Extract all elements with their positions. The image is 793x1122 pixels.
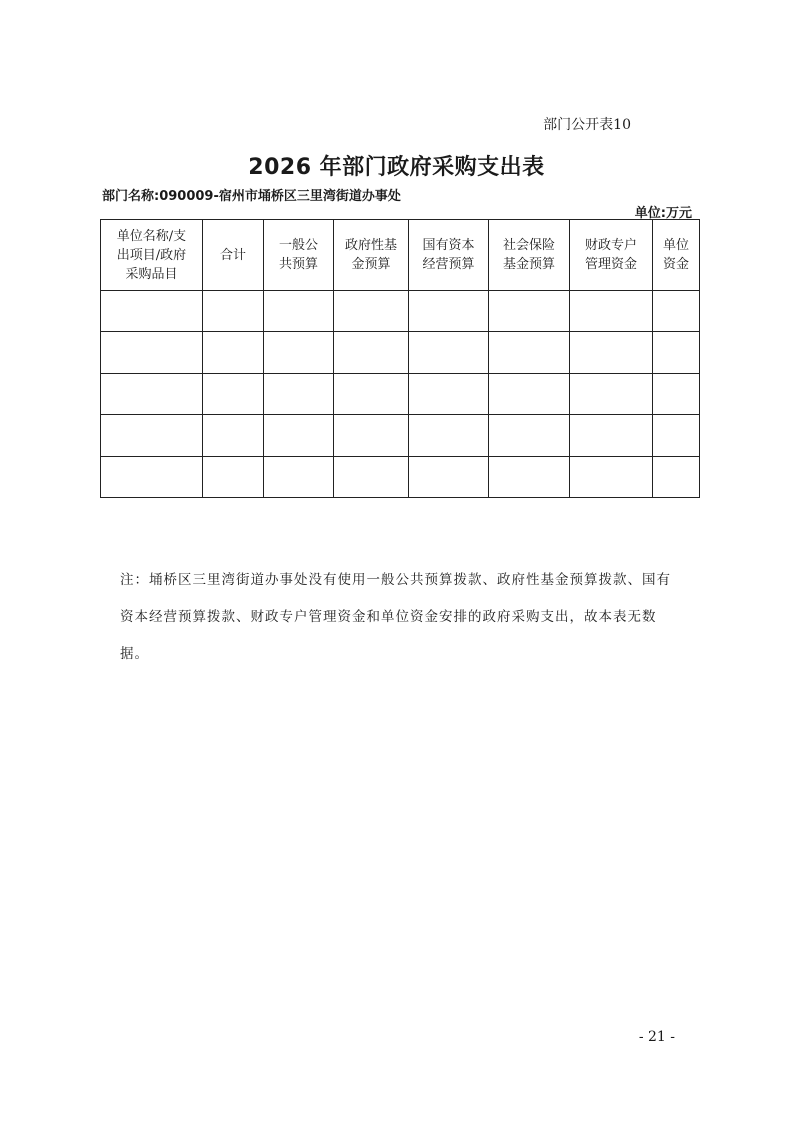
table-row bbox=[101, 332, 700, 373]
header-unit-name: 单位名称/支 出项目/政府 采购品目 bbox=[101, 220, 203, 291]
table-header-row bbox=[101, 220, 700, 291]
table-cell bbox=[489, 415, 570, 456]
table-cell bbox=[203, 332, 264, 373]
procurement-table bbox=[100, 219, 700, 498]
table-cell bbox=[264, 332, 334, 373]
header-general-budget: 一般公 共预算 bbox=[264, 220, 334, 291]
table-cell bbox=[653, 456, 700, 497]
header-government-fund: 政府性基 金预算 bbox=[334, 220, 409, 291]
table-cell bbox=[264, 415, 334, 456]
table-cell bbox=[409, 456, 489, 497]
page-title: 2026 年部门政府采购支出表 bbox=[248, 155, 545, 180]
table-cell bbox=[570, 373, 653, 414]
table-cell bbox=[570, 456, 653, 497]
table-cell bbox=[570, 415, 653, 456]
page-number: - 21 - bbox=[638, 1029, 675, 1045]
unit-label: 单位:万元 bbox=[634, 206, 692, 221]
table-cell bbox=[203, 415, 264, 456]
table-cell bbox=[409, 415, 489, 456]
table-cell bbox=[489, 332, 570, 373]
table-cell bbox=[570, 332, 653, 373]
department-name: 部门名称:090009-宿州市埇桥区三里湾街道办事处 bbox=[102, 189, 401, 204]
note-text: 注：埇桥区三里湾街道办事处没有使用一般公共预算拨款、政府性基金预算拨款、国有资本经营预算拨款、财政专户管理资金和单位资金安排的政府采购支出，故本表无数据。 bbox=[120, 572, 671, 662]
table-row bbox=[101, 373, 700, 414]
header-unit-funds: 单位 资金 bbox=[653, 220, 700, 291]
table-cell bbox=[570, 291, 653, 332]
table-cell bbox=[334, 456, 409, 497]
table-cell bbox=[203, 456, 264, 497]
table-cell bbox=[203, 373, 264, 414]
header-total: 合计 bbox=[203, 220, 264, 291]
table-cell bbox=[101, 456, 203, 497]
header-social-insurance: 社会保险 基金预算 bbox=[489, 220, 570, 291]
table-cell bbox=[101, 373, 203, 414]
table-cell bbox=[264, 373, 334, 414]
table-cell bbox=[489, 373, 570, 414]
table-cell bbox=[653, 332, 700, 373]
table-cell bbox=[334, 373, 409, 414]
table-cell bbox=[334, 415, 409, 456]
table-cell bbox=[101, 332, 203, 373]
doc-label: 部门公开表10 bbox=[543, 117, 631, 133]
table-cell bbox=[264, 291, 334, 332]
table-row bbox=[101, 415, 700, 456]
header-special-account: 财政专户 管理资金 bbox=[570, 220, 653, 291]
table-cell bbox=[653, 291, 700, 332]
table-cell bbox=[489, 291, 570, 332]
table-cell bbox=[334, 291, 409, 332]
table-cell bbox=[203, 291, 264, 332]
header-state-capital: 国有资本 经营预算 bbox=[409, 220, 489, 291]
table-cell bbox=[334, 332, 409, 373]
table-cell bbox=[409, 332, 489, 373]
table-row bbox=[101, 291, 700, 332]
table-cell bbox=[101, 415, 203, 456]
table-cell bbox=[653, 373, 700, 414]
table-cell bbox=[101, 291, 203, 332]
table-cell bbox=[489, 456, 570, 497]
table-cell bbox=[653, 415, 700, 456]
table-cell bbox=[264, 456, 334, 497]
table-row bbox=[101, 456, 700, 497]
table-cell bbox=[409, 291, 489, 332]
table-cell bbox=[409, 373, 489, 414]
